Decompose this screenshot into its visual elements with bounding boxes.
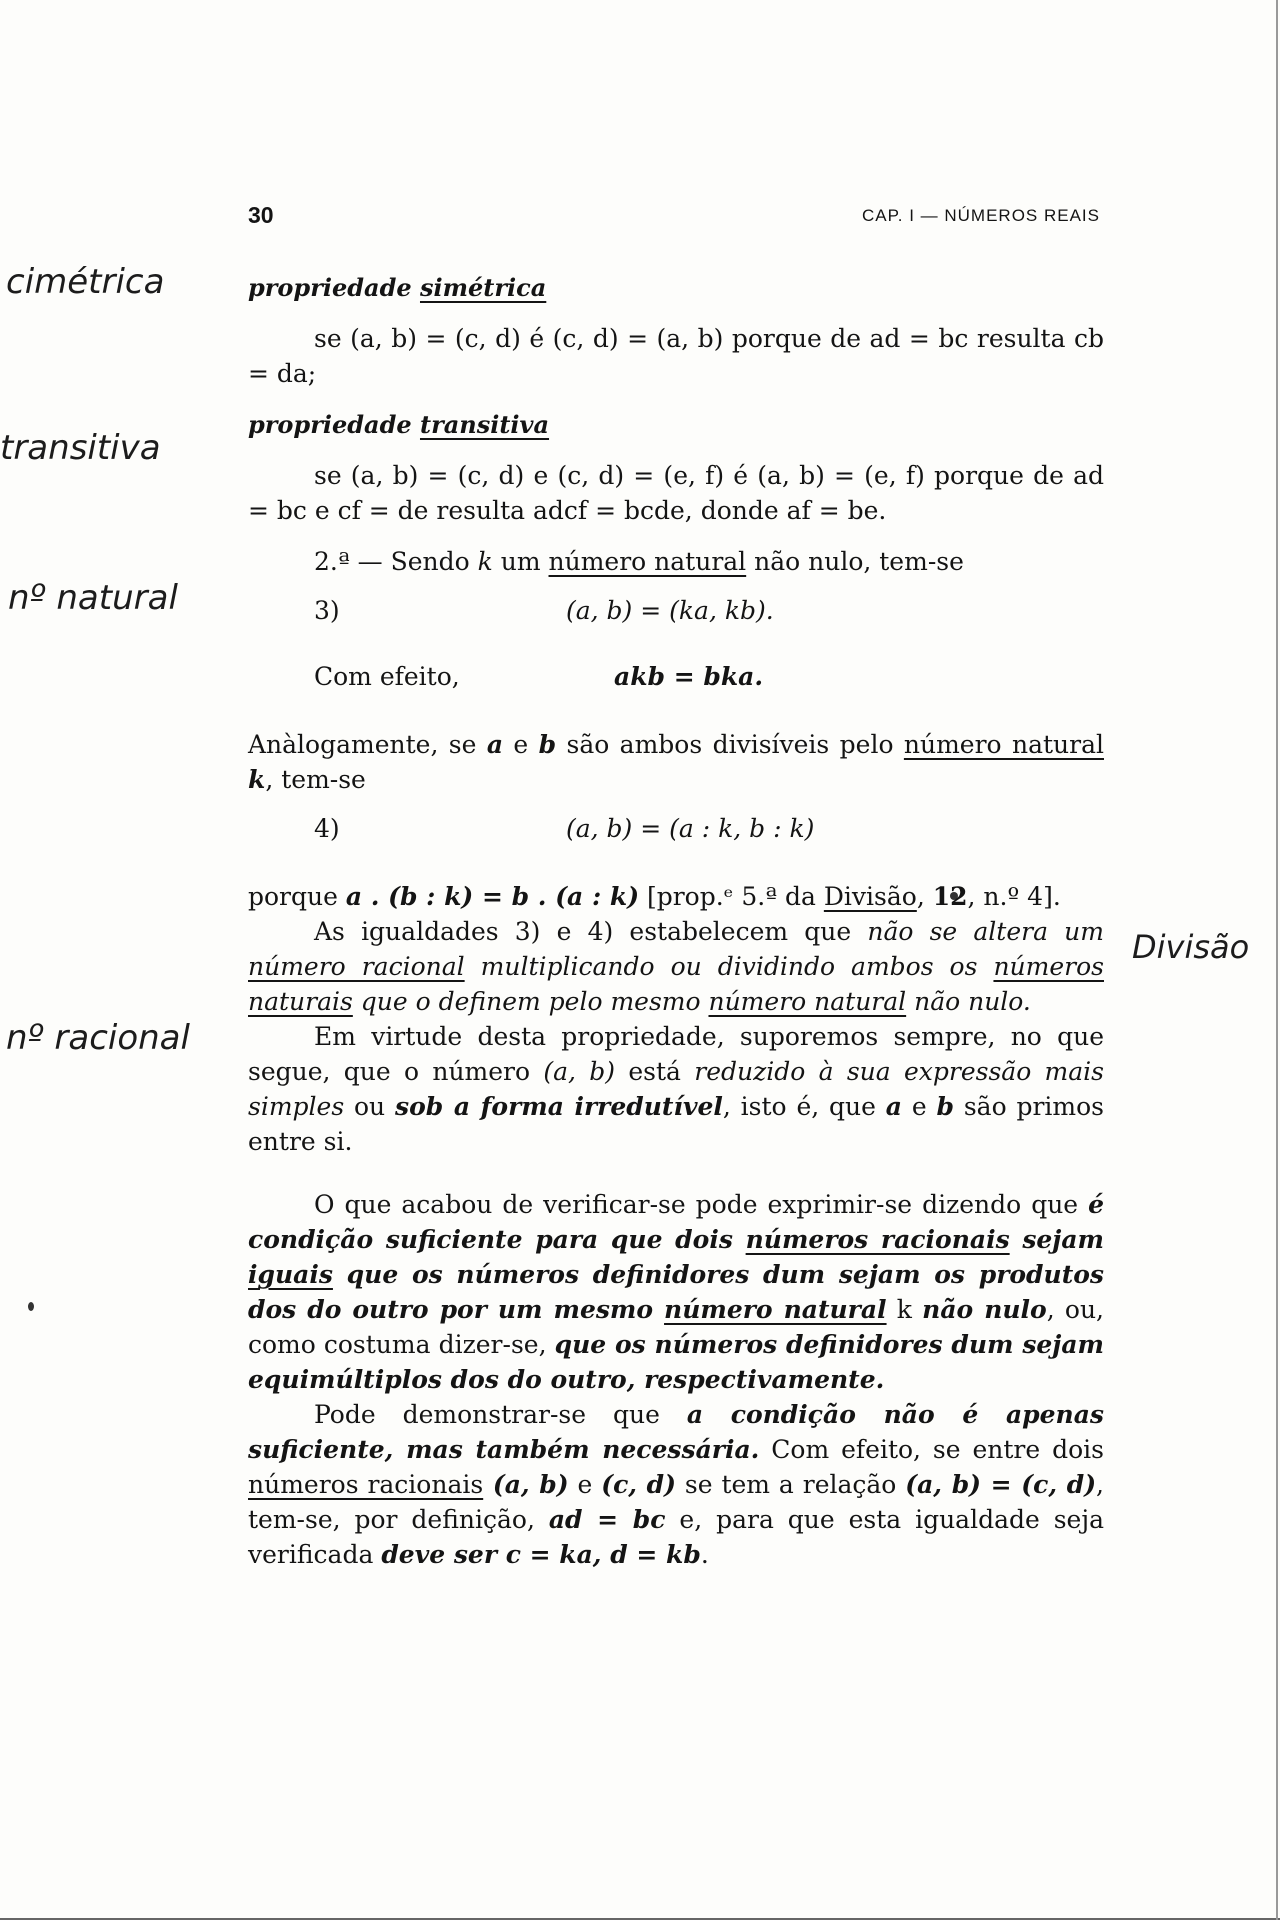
- equation-label: Com efeito,: [314, 662, 460, 691]
- paragraph-o-que: [248, 1187, 1104, 1397]
- text: Anàlogamente, se: [248, 730, 487, 759]
- text: Com efeito, se entre dois: [759, 1435, 1104, 1464]
- heading-transitiva: [248, 407, 1104, 442]
- paragraph-natural: [248, 544, 1104, 579]
- equation-3: [248, 579, 1104, 645]
- equation-com-efeito: [248, 645, 1104, 711]
- italic-text: multiplicando ou dividindo ambos os: [464, 952, 994, 981]
- text: , n.º 4].: [967, 882, 1061, 911]
- underlined-term: Divisão: [823, 882, 917, 911]
- heading-simetrica: [248, 270, 1104, 305]
- paragraph-simetrica: se (a, b) = (c, d) é (c, d) = (a, b) porque de ad = bc resulta cb = da;: [248, 324, 1104, 388]
- margin-note-transitiva: transitiva: [0, 428, 161, 468]
- equation-expression: (a, b) = (ka, kb).: [566, 596, 774, 625]
- underlined-term: números racionais: [248, 1470, 484, 1499]
- formula: (a, b): [543, 1057, 616, 1086]
- paragraph-igualdades: [248, 914, 1104, 1019]
- text: .: [700, 1540, 709, 1569]
- formula: ad = bc: [548, 1505, 666, 1534]
- equation-4: [248, 797, 1104, 863]
- equation-expression: (a, b) = (a : k, b : k): [566, 814, 815, 843]
- italic-text: deve ser c = ka, d = kb: [381, 1540, 701, 1569]
- formula: a . (b : k) = b . (a : k): [345, 882, 640, 911]
- text: As igualdades 3) e 4) estabelecem que: [314, 917, 868, 946]
- text: está: [615, 1057, 695, 1086]
- margin-note-natural: nº natural: [8, 578, 178, 618]
- margin-note-divisao: Divisão: [1132, 928, 1250, 966]
- italic-text: que o definem pelo mesmo: [352, 987, 709, 1016]
- text: e: [568, 1470, 602, 1499]
- page-body: [248, 270, 1104, 1572]
- underlined-term: iguais: [248, 1260, 333, 1289]
- formula: (c, d): [601, 1470, 676, 1499]
- text: ,: [916, 882, 933, 911]
- text: , tem-se, por definição,: [248, 1470, 1104, 1534]
- page-header: [248, 202, 1100, 236]
- section-number: 12: [932, 882, 968, 911]
- text: e: [503, 730, 539, 759]
- underlined-term: números racionais: [745, 1225, 1010, 1254]
- underlined-term: números naturais: [248, 952, 1104, 1016]
- variable: b: [538, 730, 557, 759]
- running-title: CAP. I — NÚMEROS REAIS: [861, 206, 1100, 225]
- paragraph-analogamente: [248, 727, 1104, 797]
- underlined-term: número natural: [708, 987, 907, 1016]
- italic-text: reduzido à sua expressão mais simples: [248, 1057, 1104, 1121]
- text: se tem a relação: [676, 1470, 906, 1499]
- underlined-term: número natural: [903, 730, 1104, 759]
- text: e, para que esta igualdade seja verificada: [248, 1505, 1104, 1569]
- formula: (a, b) = (c, d): [905, 1470, 1097, 1499]
- text: um: [492, 547, 549, 576]
- underlined-term: número natural: [548, 547, 747, 576]
- italic-text: é condição suficiente para que dois: [248, 1190, 1104, 1254]
- variable: a: [885, 1092, 902, 1121]
- italic-text: que os números definidores dum sejam equimúltiplos dos do outro, respectivamente.: [248, 1330, 1104, 1394]
- text: , ou, como costuma dizer-se,: [248, 1295, 1105, 1359]
- paragraph-porque: [248, 879, 1104, 914]
- text: Pode demonstrar-se que: [314, 1400, 687, 1429]
- italic-text: sob a forma irredutível: [395, 1092, 723, 1121]
- text: 2.ª — Sendo: [314, 547, 478, 576]
- paragraph-transitiva: se (a, b) = (c, d) e (c, d) = (e, f) é (a, b) = (e, f) porque de ad = bc e cf = de resulta adcf = bcde, donde af = be.: [248, 461, 1104, 525]
- scan-border-right: [1276, 0, 1278, 1920]
- variable: b: [936, 1092, 954, 1121]
- equation-number: 4): [314, 814, 340, 843]
- text: porque: [248, 882, 346, 911]
- italic-text: a condição não é apenas suficiente, mas também necessária.: [248, 1400, 1104, 1464]
- heading-text: propriedade: [248, 273, 420, 302]
- text: não nulo, tem-se: [746, 547, 964, 576]
- italic-text: não nulo: [922, 1295, 1047, 1324]
- equation-expression: akb = bka.: [614, 662, 764, 691]
- text: são primos entre si.: [248, 1092, 1105, 1156]
- text: [prop.ᵉ 5.ª da: [639, 882, 824, 911]
- italic-text: que os números definidores dum sejam os produtos dos do outro por um mesmo: [248, 1260, 1104, 1324]
- italic-text: sejam: [1009, 1225, 1105, 1254]
- text: , tem-se: [265, 765, 366, 794]
- heading-term: simétrica: [419, 273, 547, 302]
- underlined-term: número natural: [664, 1295, 887, 1324]
- variable: k: [248, 765, 266, 794]
- text: Em virtude desta propriedade, suporemos sempre, no que segue, que o número: [248, 1022, 1104, 1086]
- heading-text: propriedade: [248, 410, 420, 439]
- margin-note-racional: nº racional: [6, 1018, 190, 1058]
- variable: k: [477, 547, 493, 576]
- equation-number: 3): [314, 596, 340, 625]
- page-number: 30: [248, 202, 274, 228]
- text: O que acabou de verificar-se pode exprimir-se dizendo que: [314, 1190, 1089, 1219]
- text: ou: [344, 1092, 396, 1121]
- text: , isto é, que: [722, 1092, 886, 1121]
- margin-note-simetrica: cimétrica: [6, 262, 165, 302]
- heading-term: transitiva: [419, 410, 550, 439]
- text: k: [886, 1295, 923, 1324]
- variable: a: [486, 730, 504, 759]
- paragraph-virtude: [248, 1019, 1104, 1159]
- italic-text: não nulo.: [906, 987, 1031, 1016]
- underlined-term: número racional: [248, 952, 465, 981]
- italic-text: não se altera um: [867, 917, 1104, 946]
- paragraph-pode: [248, 1397, 1104, 1572]
- ink-speck: [28, 1302, 34, 1311]
- formula: (a, b): [483, 1470, 569, 1499]
- text: são ambos divisíveis pelo: [556, 730, 904, 759]
- text: e: [902, 1092, 937, 1121]
